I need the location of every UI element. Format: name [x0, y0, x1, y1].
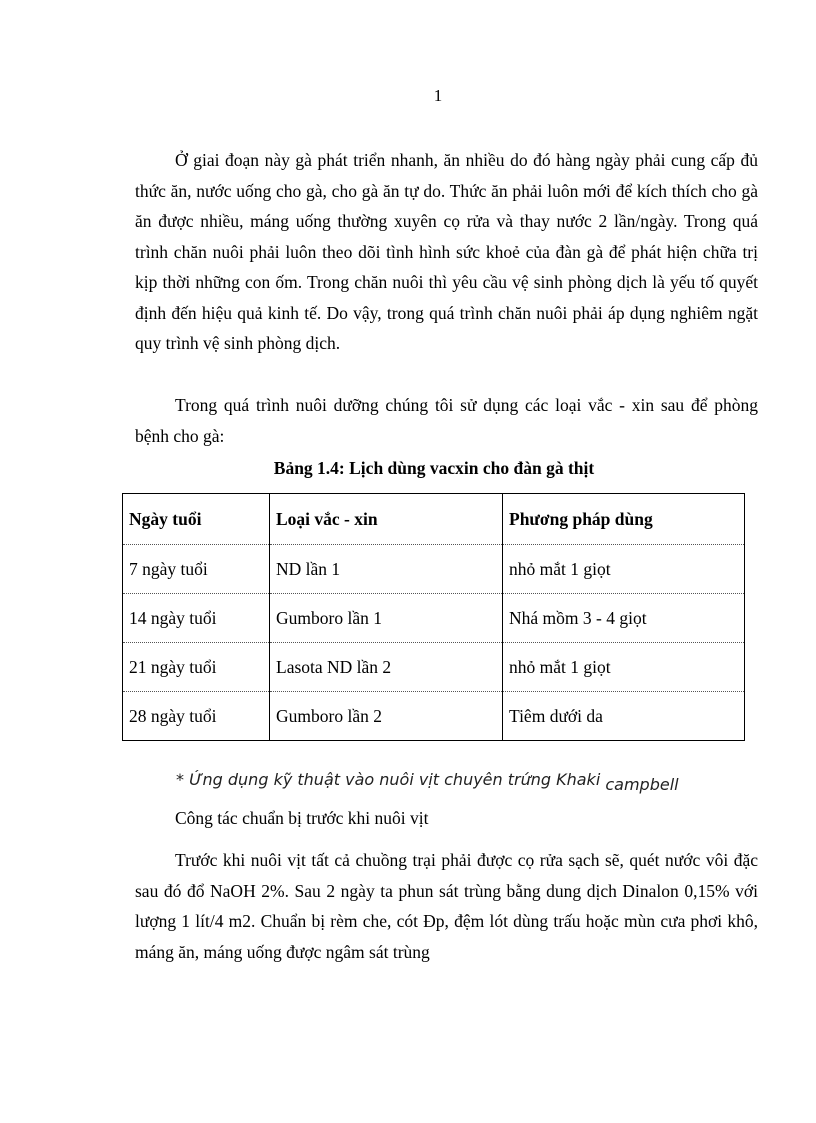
cell-age: 7 ngày tuổi: [123, 545, 270, 594]
table-caption: Bảng 1.4: Lịch dùng vacxin cho đàn gà thịt: [273, 458, 595, 478]
cell-vaccine: Lasota ND lần 2: [270, 643, 503, 692]
duck-heading-subscript: campbell: [605, 775, 679, 794]
table-row: [123, 545, 745, 594]
paragraph-vaccine-intro: Trong quá trình nuôi dưỡng chúng tôi sử dụng các loại vắc - xin sau để phòng bệnh cho gà:: [135, 395, 758, 446]
table-header-row: [123, 494, 745, 545]
table-row: [123, 594, 745, 643]
vaccine-schedule-table: [122, 493, 745, 741]
table-row: [123, 643, 745, 692]
cell-method: nhỏ mắt 1 giọt: [503, 545, 745, 594]
cell-age: 14 ngày tuổi: [123, 594, 270, 643]
cell-method: Tiêm dưới da: [503, 692, 745, 741]
cell-vaccine: Gumboro lần 1: [270, 594, 503, 643]
paragraph-chicken-care: Ở giai đoạn này gà phát triển nhanh, ăn nhiều do đó hàng ngày phải cung cấp đủ thức ăn, nước uống cho gà, cho gà ăn tự do. Thức ăn phải luôn mới để kích thích cho gà ăn được nhiều, máng uống thường xuyên cọ rửa và thay nước 2 lần/ngày. Trong quá trình chăn nuôi phải luôn theo dõi tình hình sức khoẻ của đàn gà để phát hiện chữa trị kịp thời những con ốm. Trong chăn nuôi thì yêu cầu vệ sinh phòng dịch là yếu tố quyết định đến hiệu quả kinh tế. Do vậy, trong quá trình chăn nuôi phải áp dụng nghiêm ngặt quy trình vệ sinh phòng dịch.: [135, 150, 758, 353]
cell-method: Nhá mồm 3 - 4 giọt: [503, 594, 745, 643]
duck-section-heading: [176, 770, 679, 794]
table-row: [123, 692, 745, 741]
cell-method: nhỏ mắt 1 giọt: [503, 643, 745, 692]
paragraph-duck-preparation: Trước khi nuôi vịt tất cả chuồng trại phải được cọ rửa sạch sẽ, quét nước vôi đặc sau đó đổ NaOH 2%. Sau 2 ngày ta phun sát trùng bằng dung dịch Dinalon 0,15% với lượng 1 lít/4 m2. Chuẩn bị rèm che, cót Đp, đệm lót dùng trấu hoặc mùn cưa phơi khô, máng ăn, máng uống được ngâm sát trùng: [135, 850, 758, 962]
header-method: Phương pháp dùng: [503, 494, 745, 545]
header-vaccine: Loại vắc - xin: [270, 494, 503, 545]
duck-heading-text: * Ứng dụng kỹ thuật vào nuôi vịt chuyên trứng Khaki: [176, 770, 601, 789]
preparation-subheading: Công tác chuẩn bị trước khi nuôi vịt: [175, 808, 429, 828]
cell-vaccine: Gumboro lần 2: [270, 692, 503, 741]
cell-vaccine: ND lần 1: [270, 545, 503, 594]
header-age: Ngày tuổi: [123, 494, 270, 545]
cell-age: 21 ngày tuổi: [123, 643, 270, 692]
cell-age: 28 ngày tuổi: [123, 692, 270, 741]
page-number: 1: [433, 86, 443, 105]
